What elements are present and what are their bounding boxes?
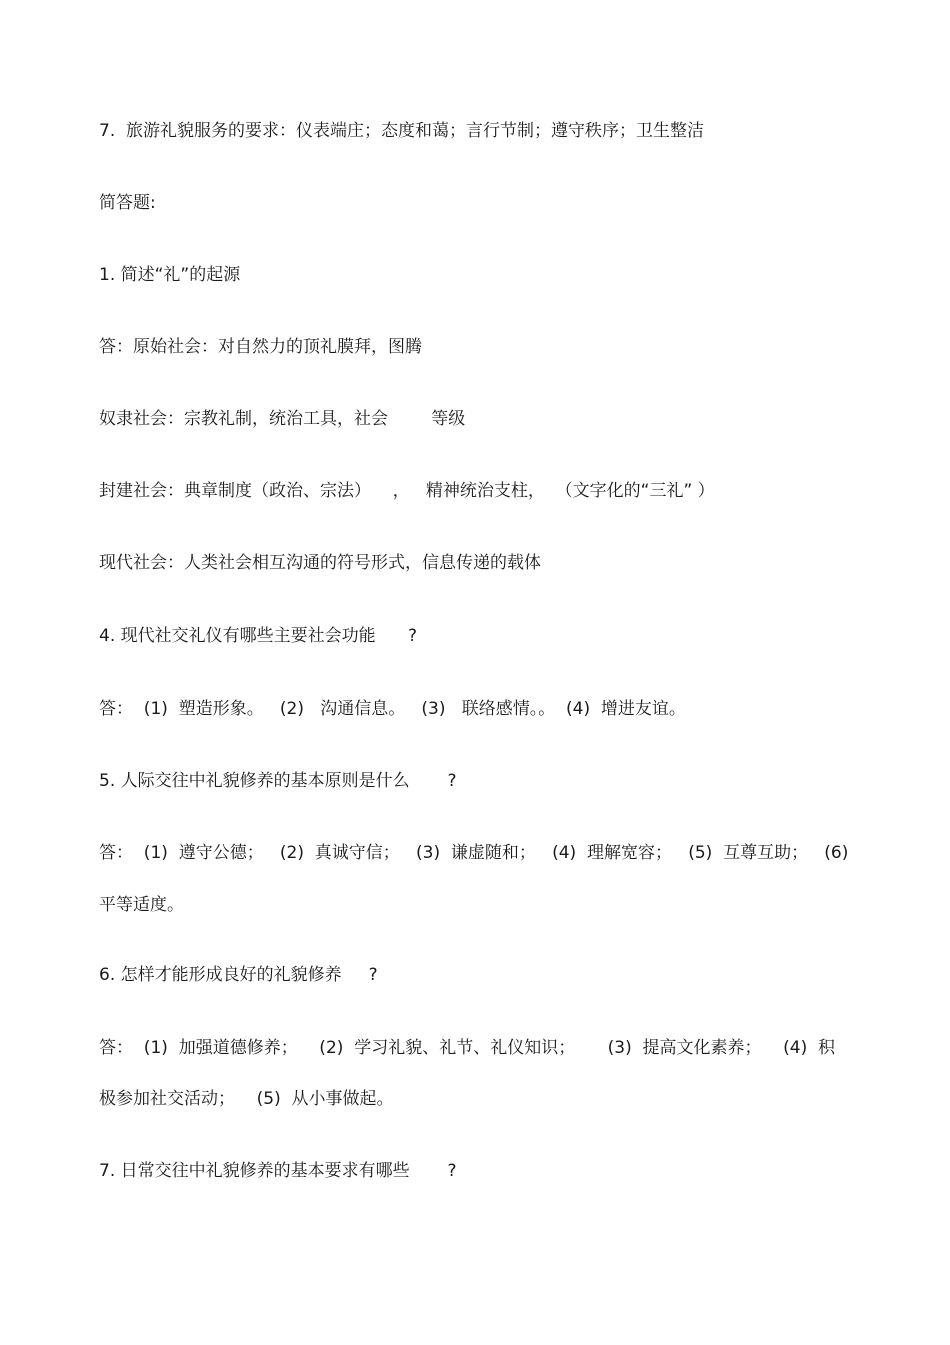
answer-1-slave-society: 奴隶社会：宗教礼制，统治工具，社会 等级 xyxy=(99,409,466,429)
question-6: 6. 怎样才能形成良好的礼貌修养 ? xyxy=(99,965,378,985)
question-7: 7. 日常交往中礼貌修养的基本要求有哪些 ? xyxy=(99,1161,457,1181)
answer-5-line-1: 答： (1) 遵守公德； (2) 真诚守信； (3) 谦虚随和； (4) 理解宽容； (5) 互尊互助； (6) xyxy=(99,843,849,863)
answer-5-line-2: 平等适度。 xyxy=(99,895,184,915)
answer-1-modern-society: 现代社会：人类社会相互沟通的符号形式，信息传递的载体 xyxy=(99,553,541,573)
section-heading-short-answer: 简答题: xyxy=(99,193,156,213)
question-4: 4. 现代社交礼仪有哪些主要社会功能 ? xyxy=(99,626,418,646)
answer-1-primitive-society: 答：原始社会：对自然力的顶礼膜拜，图腾 xyxy=(99,337,422,357)
answer-6-line-1: 答： (1) 加强道德修养； (2) 学习礼貌、礼节、礼仪知识； (3) 提高文化素养； (4) 积 xyxy=(99,1038,836,1058)
question-5: 5. 人际交往中礼貌修养的基本原则是什么 ? xyxy=(99,771,457,791)
question-1: 1. 简述“礼”的起源 xyxy=(99,265,241,285)
answer-4: 答： (1) 塑造形象。 (2) 沟通信息。 (3) 联络感情。。 (4) 增进友谊。 xyxy=(99,699,686,719)
text-line-tourism-service-requirements: 7. 旅游礼貌服务的要求：仪表端庄；态度和蔼；言行节制；遵守秩序；卫生整洁 xyxy=(99,121,705,141)
answer-1-feudal-society: 封建社会：典章制度（政治、宗法） ， 精神统治支柱， （文字化的“三礼” ） xyxy=(99,481,715,501)
answer-6-line-2: 极参加社交活动； (5) 从小事做起。 xyxy=(99,1089,394,1109)
